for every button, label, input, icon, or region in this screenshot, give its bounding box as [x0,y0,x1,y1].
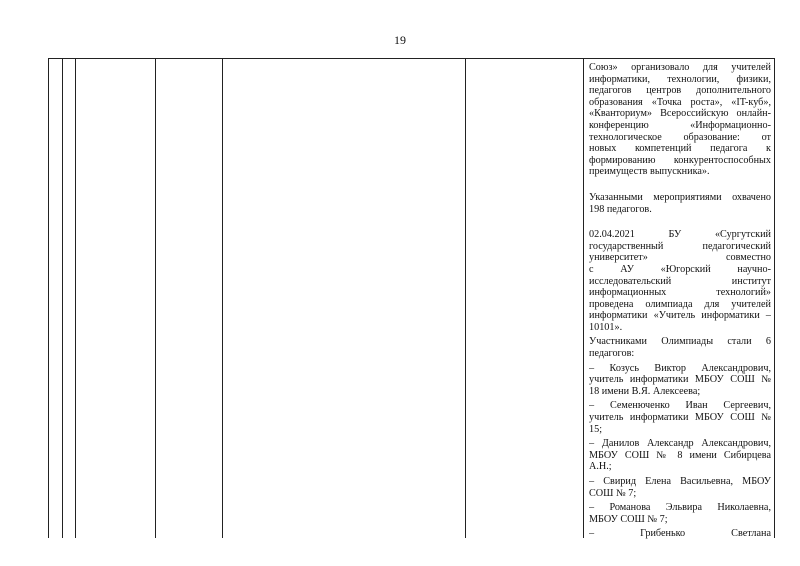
text-paragraph [589,363,771,398]
text-line: Союз» организовало для учителей [589,62,771,73]
text-line: педагогов центров дополнительного [589,85,771,97]
column-divider [62,59,63,538]
text-line: конференцию «Информационно- [589,119,771,131]
text-line: проведена олимпиада для учителей [589,298,771,310]
text-line: 198 педагогов. [589,203,652,215]
text-line: Участниками Олимпиады стали 6 [589,336,771,348]
text-paragraph [589,528,771,540]
text-line: СОШ № 7; [589,487,637,499]
column-divider [75,59,76,538]
text-line: преимуществ выпускника». [589,166,710,178]
text-paragraph [589,229,771,333]
text-paragraph [589,438,771,473]
text-paragraph [589,502,771,525]
text-line: – Козусь Виктор Александрович, [589,362,771,374]
text-line: новых компетенций педагога к [589,143,771,155]
text-paragraph [589,62,771,178]
document-table [48,58,775,538]
text-paragraph [589,336,771,359]
text-line: 18 имени В.Я. Алексеева; [589,385,701,397]
text-line: образования «Точка роста», «IT-куб», [589,96,771,108]
text-line: учитель информатики МБОУ СОШ № [589,412,771,424]
text-paragraph [589,192,771,215]
text-line: А.Н.; [589,461,612,473]
column-divider [222,59,223,538]
text-line: 10101». [589,321,623,333]
text-line: с АУ «Югорский научно- [589,263,771,275]
text-line: – Данилов Александр Александрович, [589,438,771,450]
text-line: исследовательский институт [589,275,771,287]
column-divider [465,59,466,538]
column-divider [583,59,584,538]
text-line: «Кванториум» Всероссийскую онлайн- [589,108,771,120]
text-line: педагогов: [589,348,635,360]
text-line: 02.04.2021 БУ «Сургутский [589,229,771,241]
text-line: Указанными мероприятиями охвачено [589,191,771,203]
description-cell [589,62,771,543]
text-line: учитель информатики МБОУ СОШ № [589,374,771,386]
text-line: МБОУ СОШ № 8 имени Сибирцева [589,449,771,461]
text-line: государственный педагогический [589,240,771,252]
text-paragraph [589,400,771,435]
text-line: 15; [589,423,603,435]
text-line: информационных технологий» [589,287,771,299]
page-number: 19 [394,33,406,47]
text-line: МБОУ СОШ № 7; [589,513,668,525]
text-paragraph [589,476,771,499]
text-line: технологическое образование: от [589,131,771,143]
text-line: – Семенюченко Иван Сергеевич, [589,400,771,412]
text-line: информатики, технологии, физики, [589,73,771,85]
text-line: информатики «Учитель информатики – [589,310,771,322]
text-line: формированию конкурентоспособных [589,154,771,166]
text-line: – Свирид Елена Васильевна, МБОУ [589,476,771,487]
text-line: университет» совместно [589,252,771,264]
column-divider [155,59,156,538]
text-line: – Романова Эльвира Николаевна, [589,502,771,514]
text-line: – Грибенько Светлана [589,528,771,540]
